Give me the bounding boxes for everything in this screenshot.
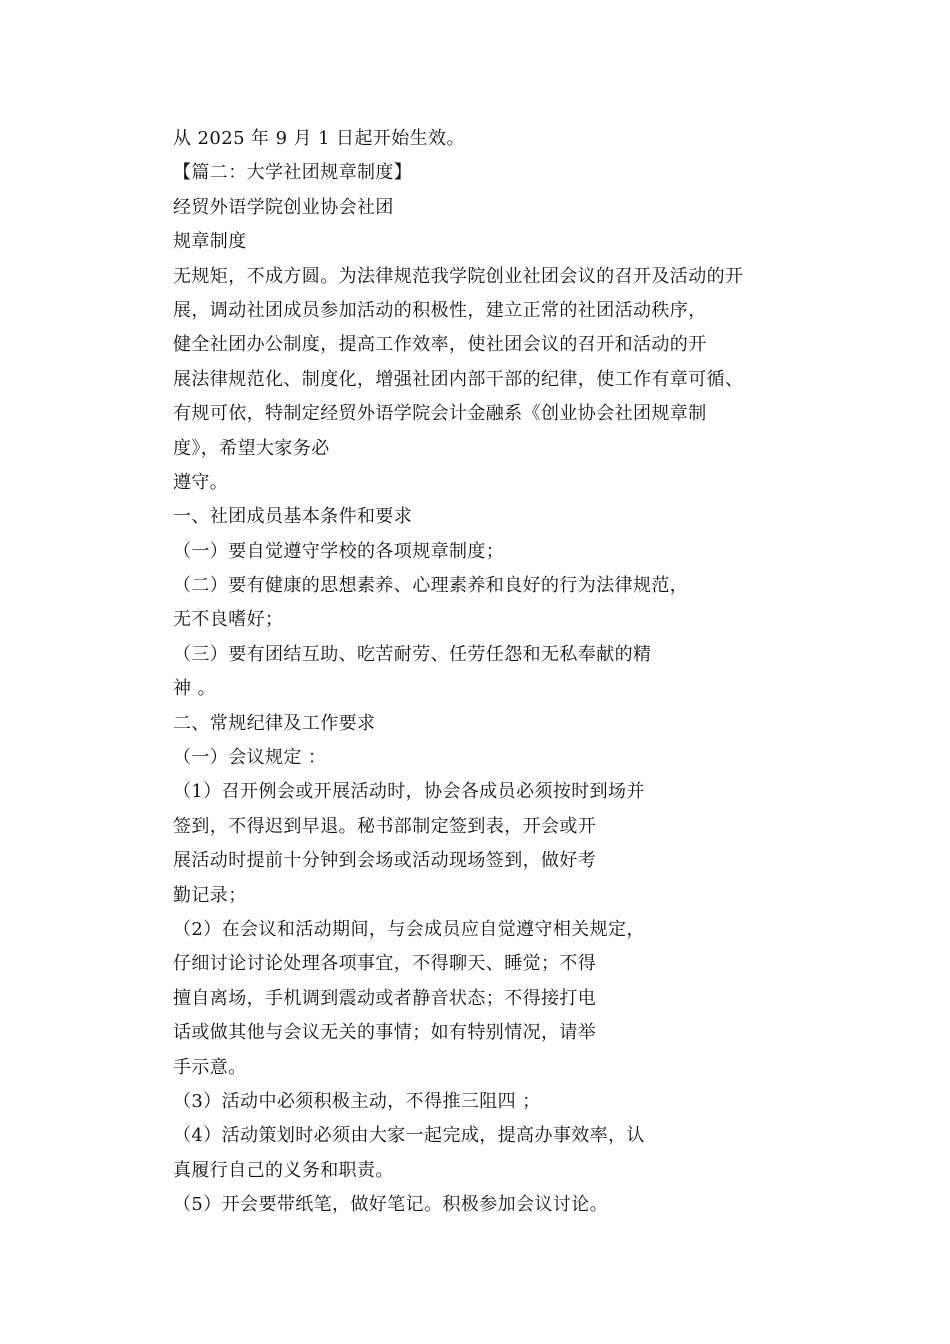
paragraph-line: 展法律规范化、制度化，增强社团内部干部的纪律，使工作有章可循、 [173,368,744,390]
list-item: （1）召开例会或开展活动时，协会各成员必须按时到场并 [173,781,645,803]
list-item: 仔细讨论讨论处理各项事宜，不得聊天、睡觉；不得 [173,953,597,975]
list-item: （2）在会议和活动期间，与会成员应自觉遵守相关规定， [173,918,645,940]
effective-date-line: 从 2025 年 9 月 1 日起开始生效。 [173,128,465,149]
list-item: 擅自离场，手机调到震动或者静音状态；不得接打电 [173,987,597,1009]
list-item: 无不良嗜好； [173,609,284,631]
list-item: （一）要自觉遵守学校的各项规章制度； [173,540,505,562]
list-item: 勤记录； [173,884,247,906]
list-item: 神 。 [173,678,216,700]
chapter-heading: 一、社团成员基本条件和要求 [173,506,413,528]
paragraph-line: 有规可依，特制定经贸外语学院会计金融系《创业协会社团规章制 [173,403,707,425]
paragraph-line: 健全社团办公制度，提高工作效率，使社团会议的召开和活动的开 [173,334,707,356]
paragraph-line: 无规矩，不成方圆。为法律规范我学院创业社团会议的召开及活动的开 [173,265,744,287]
list-item: （三）要有团结互助、吃苦耐劳、任劳任怨和无私奉献的精 [173,643,652,665]
list-item: 手示意。 [173,1056,247,1078]
list-item: （3）活动中必须积极主动，不得推三阻四 ； [173,1090,541,1112]
list-item: 展活动时提前十分钟到会场或活动现场签到，做好考 [173,850,597,872]
document-title: 规章制度 [173,231,247,253]
list-item: 真履行自己的义务和职责。 [173,1159,394,1181]
paragraph-line: 遵守。 [173,471,229,493]
list-item: 话或做其他与会议无关的事情；如有特别情况，请举 [173,1022,597,1044]
section-heading: 【篇二：大学社团规章制度】 [173,162,413,184]
list-item: （4）活动策划时必须由大家一起完成，提高办事效率，认 [173,1125,645,1147]
paragraph-line: 展，调动社团成员参加活动的积极性，建立正常的社团活动秩序， [173,299,707,321]
org-name: 经贸外语学院创业协会社团 [173,196,394,218]
list-item: （5）开会要带纸笔，做好笔记。积极参加会议讨论。 [173,1194,609,1216]
list-item: （二）要有健康的思想素养、心理素养和良好的行为法律规范， [173,575,689,597]
paragraph-line: 度》，希望大家务必 [173,437,330,459]
list-item: 签到，不得迟到早退。秘书部制定签到表，开会或开 [173,815,597,837]
chapter-heading: 二、常规纪律及工作要求 [173,712,376,734]
sub-heading: （一）会议规定 ： [173,747,327,769]
document-body [173,122,793,1223]
